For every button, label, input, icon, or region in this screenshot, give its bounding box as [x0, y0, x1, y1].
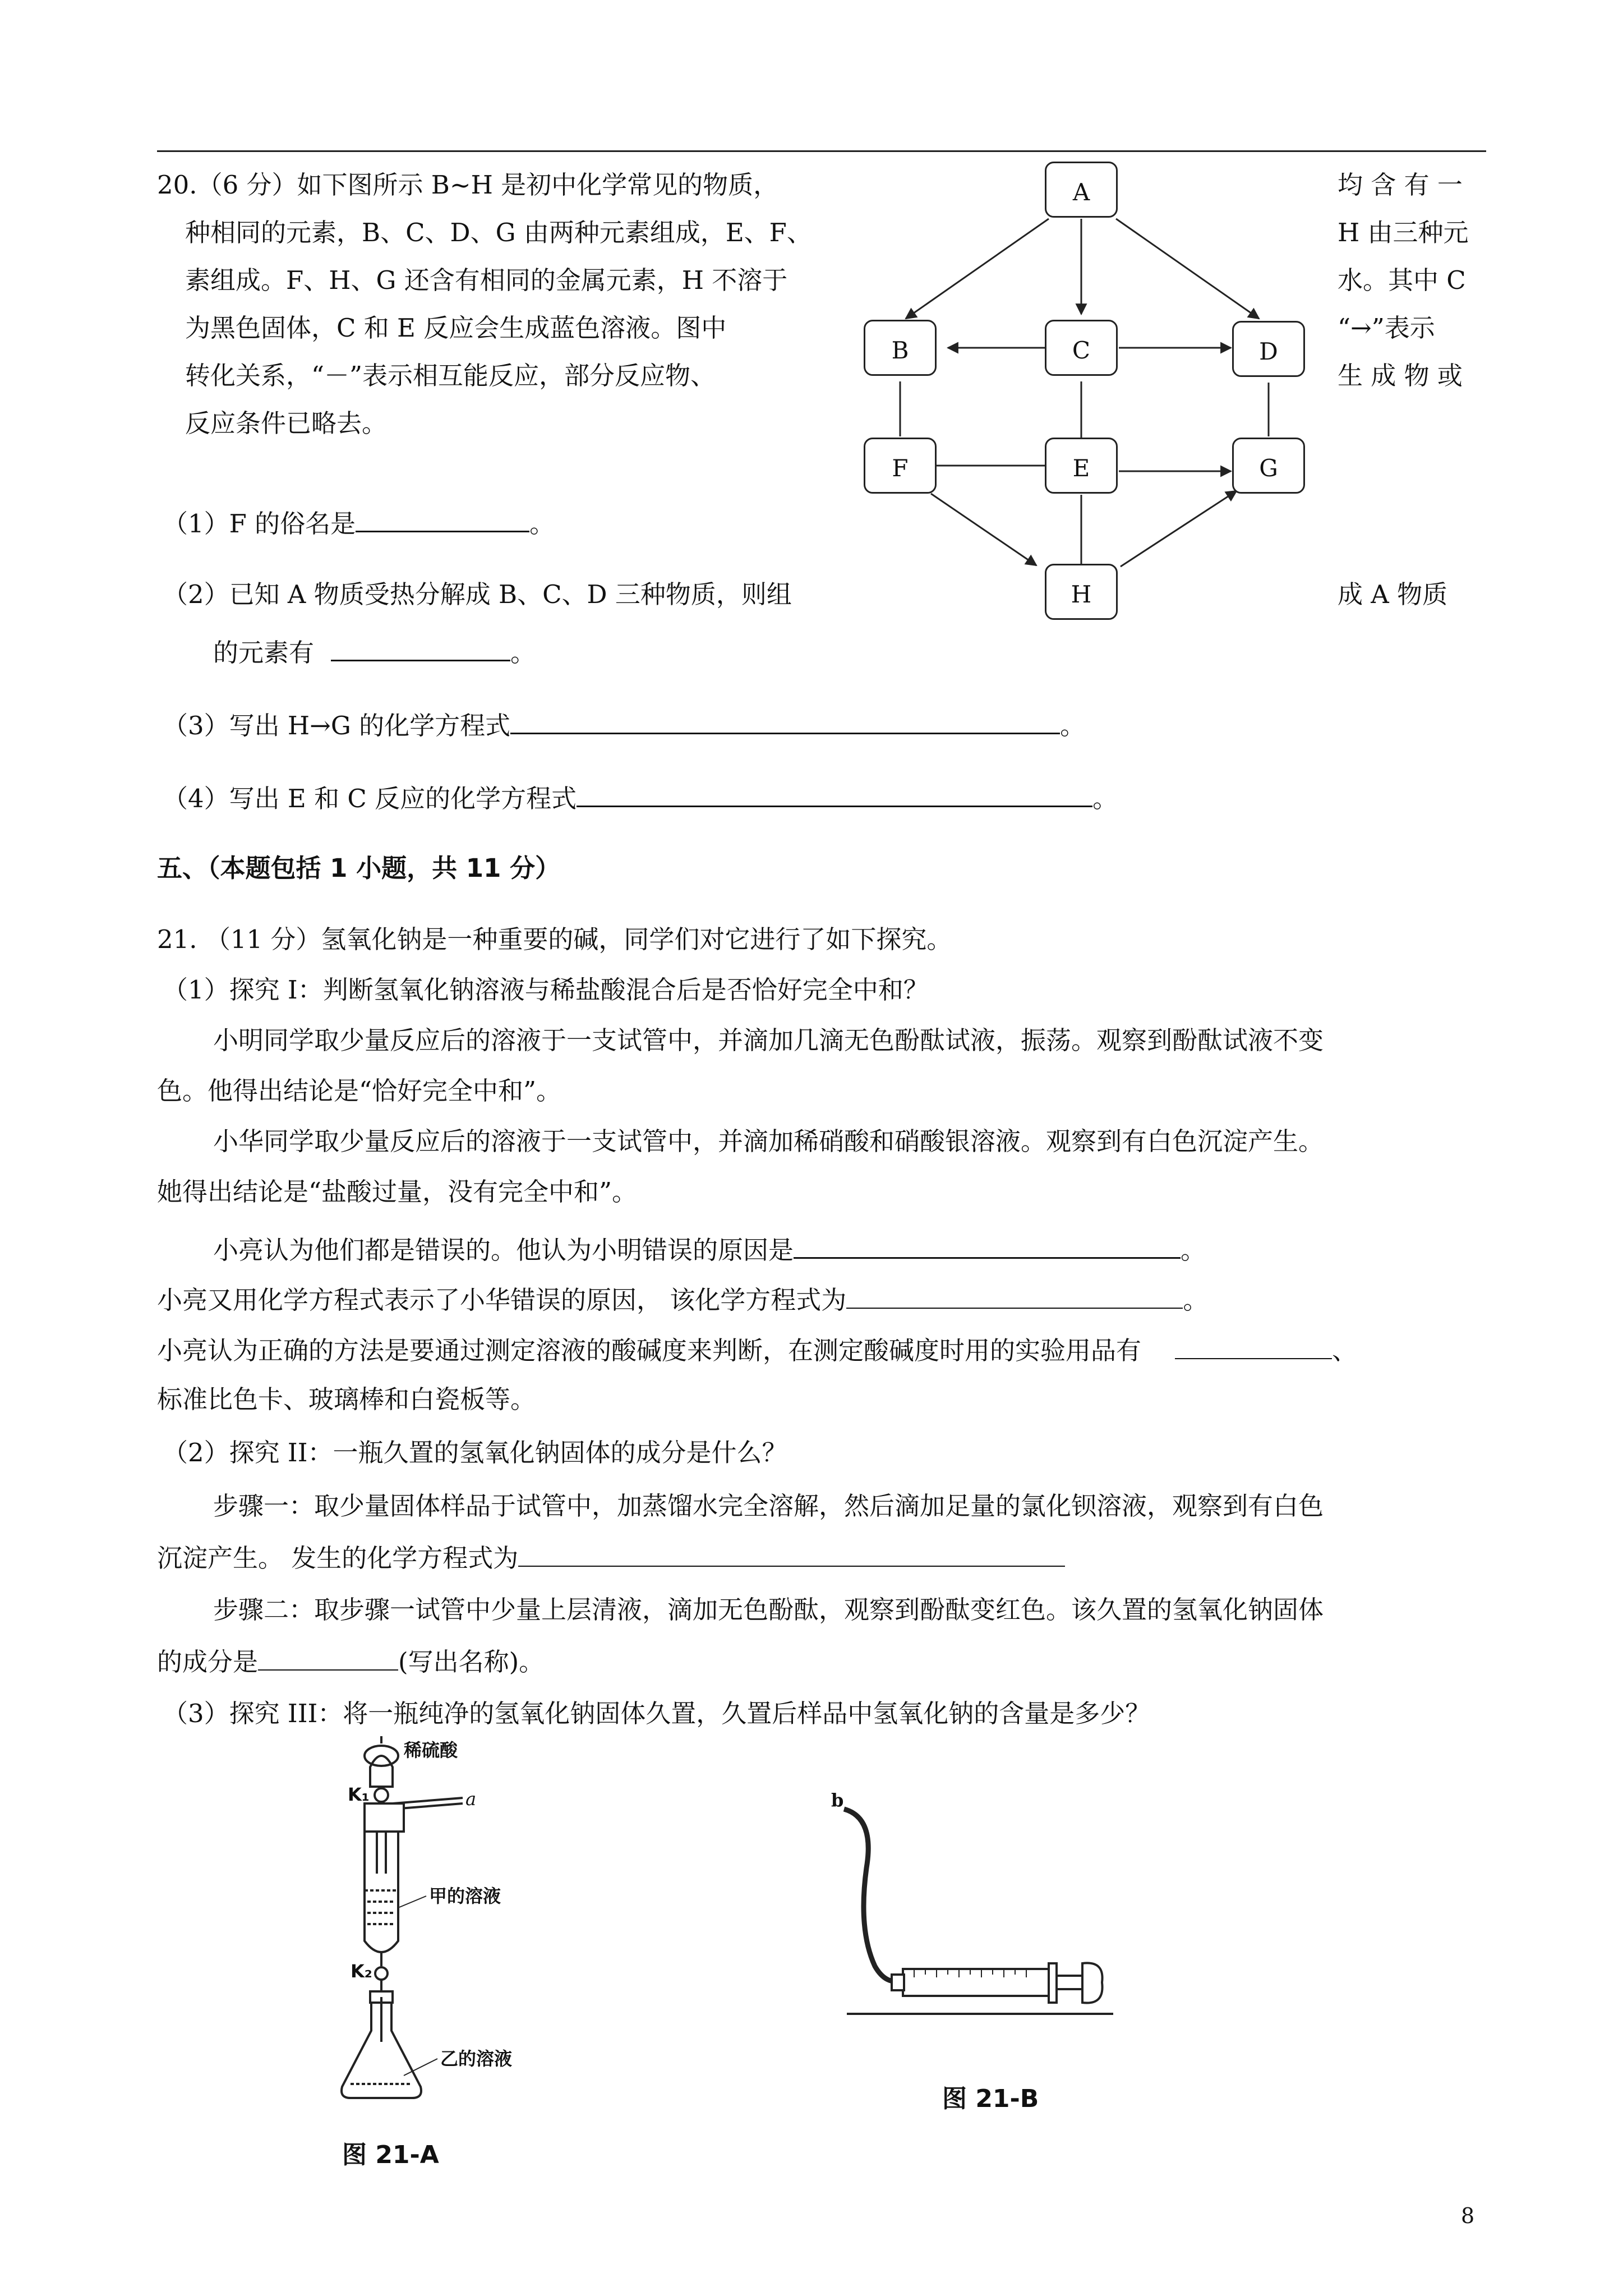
q21-e1-p5: 小亮认为正确的方法是要通过测定溶液的酸碱度来判断，在测定酸碱度时用的实验用品有 、 — [157, 1332, 1357, 1368]
q20-line4: 为黑色固体，C 和 E 反应会生成蓝色溶液。图中 — [185, 313, 727, 343]
q21-e2-s2a: 步骤二：取步骤一试管中少量上层清液，滴加无色酚酞，观察到酚酞变红色。该久置的氢氧化钠固体 — [213, 1595, 1324, 1625]
q21-e2-s2b: 的成分是 (写出名称)。 — [157, 1644, 544, 1679]
q21-e3-title: （3）探究 III：将一瓶纯净的氢氧化钠固体久置，久置后样品中氢氧化钠的含量是多少？ — [163, 1699, 1151, 1728]
node-e: E — [1045, 438, 1118, 494]
node-g: G — [1232, 438, 1305, 494]
q21-e2-s1a: 步骤一：取少量固体样品于试管中，加蒸馏水完全溶解，然后滴加足量的氯化钡溶液，观察到有白色 — [213, 1491, 1324, 1521]
q20-line5-right: 生 成 物 或 — [1338, 361, 1463, 390]
figure-21a-caption: 图 21-A — [342, 2141, 439, 2169]
section-heading: 五、（本题包括 1 小题，共 11 分） — [157, 853, 561, 883]
q21-e1-title: （1）探究 I：判断氢氧化钠溶液与稀盐酸混合后是否恰好完全中和？ — [163, 975, 929, 1005]
q21-e1-p4: 小亮又用化学方程式表示了小华错误的原因， 该化学方程式为 。 — [157, 1282, 1208, 1317]
q21-intro: 21. （11 分）氢氧化钠是一种重要的碱，同学们对它进行了如下探究。 — [157, 924, 952, 954]
page-number: 8 — [1461, 2203, 1475, 2228]
q21-e1-p6: 标准比色卡、玻璃棒和白瓷板等。 — [157, 1384, 536, 1414]
label-k1: K₁ — [348, 1784, 370, 1805]
figure-21b-caption: 图 21-B — [942, 2085, 1039, 2113]
q20-line1: 20.（6 分）如下图所示 B~H 是初中化学常见的物质， — [157, 170, 779, 200]
q20-line2-right: H 由三种元 — [1338, 218, 1469, 247]
q21-e2-title: （2）探究 II：一瓶久置的氢氧化钠固体的成分是什么？ — [163, 1438, 787, 1467]
label-solution-yi: 乙的溶液 — [440, 2048, 513, 2069]
q20-line6: 反应条件已略去。 — [185, 408, 388, 438]
label-dilute-sulfuric-acid: 稀硫酸 — [404, 1740, 458, 1761]
q20-part2: （2）已知 A 物质受热分解成 B、C、D 三种物质，则组 — [163, 579, 792, 609]
q21-e1-p3: 小亮认为他们都是错误的。他认为小明错误的原因是 。 — [213, 1231, 1206, 1267]
node-d: D — [1232, 321, 1305, 377]
label-solution-jia: 甲的溶液 — [429, 1885, 501, 1907]
q21-e1-p2a: 小华同学取少量反应后的溶液于一支试管中，并滴加稀硝酸和硝酸银溶液。观察到有白色沉淀产生。 — [213, 1126, 1324, 1156]
node-h: H — [1045, 564, 1118, 620]
q20-line1-right: 均 含 有 一 — [1338, 170, 1463, 200]
q20-line3: 素组成。F、H、G 还含有相同的金属元素，H 不溶于 — [185, 265, 788, 295]
node-f: F — [864, 438, 937, 494]
q20-line2: 种相同的元素，B、C、D、G 由两种元素组成，E、F、 — [185, 218, 812, 247]
label-b: b — [831, 1789, 844, 1811]
q20-line5: 转化关系，“－”表示相互能反应，部分反应物、 — [185, 361, 716, 390]
q21-e1-p1b: 色。他得出结论是“恰好完全中和”。 — [157, 1076, 562, 1106]
q21-e1-p2b: 她得出结论是“盐酸过量，没有完全中和”。 — [157, 1177, 638, 1207]
node-c: C — [1045, 320, 1118, 376]
node-a: A — [1045, 162, 1118, 218]
q20-part1: （1）F 的俗名是 。 — [163, 505, 555, 541]
q21-e2-s1b: 沉淀产生。 发生的化学方程式为 — [157, 1540, 1065, 1575]
q20-part2-line2: 的元素有 。 — [213, 634, 536, 670]
q21-e1-p1a: 小明同学取少量反应后的溶液于一支试管中，并滴加几滴无色酚酞试液，振荡。观察到酚酞试液不变 — [213, 1025, 1324, 1055]
q20-part3: （3）写出 H→G 的化学方程式 。 — [163, 707, 1085, 743]
q20-part2-right: 成 A 物质 — [1338, 579, 1448, 609]
q20-part4: （4）写出 E 和 C 反应的化学方程式 。 — [163, 780, 1118, 816]
node-b: B — [864, 320, 937, 376]
q20-line4-right: “→”表示 — [1338, 313, 1435, 343]
label-k2: K₂ — [351, 1961, 372, 1982]
q20-line3-right: 水。其中 C — [1338, 265, 1466, 295]
label-a: a — [465, 1788, 477, 1810]
